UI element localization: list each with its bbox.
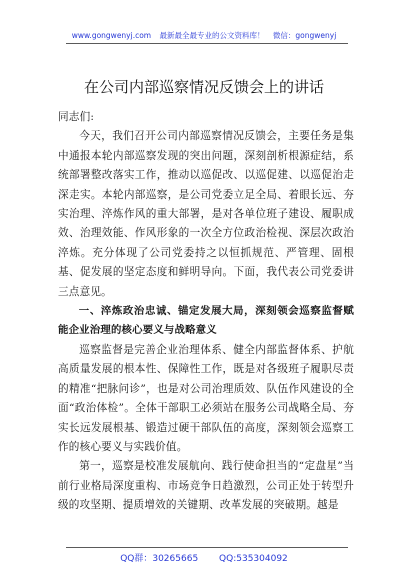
footer-divider — [66, 547, 348, 548]
intro-paragraph: 今天，我们召开公司内部巡察情况反馈会，主要任务是集中通报本轮内部巡察发现的突出问题，深刻剖析根源症结，系统部署整改落实工作，推动以巡促改、以巡促建、以巡促治走深走实。本轮内部巡察，是公司党委立足全局、着眼长远、夯实治理、淬炼作风的重大部署，是对各单位班子建设、履职成效、治理效能、作风形象的一次全方位政治检视、深层次政治淬炼。充分体现了公司党委持之以恒抓规范、严管理、固根基、促发展的坚定态度和鲜明导向。下面，我代表公司党委讲三点意见。 — [58, 130, 354, 298]
body-paragraph: 巡察监督是完善企业治理体系、健全内部监督体系、护航高质量发展的根本性、保障性工作，既是对各级班子履职尽责的精准“把脉问诊”，也是对公司治理质效、队伍作风建设的全面“政治体检”。全体干部职工必须站在服务公司战略全局、夯实长远发展根基、锻造过硬干部队伍的高度，深刻领会巡察工作的核心要义与实践价值。 — [58, 343, 354, 453]
salutation: 同志们: — [58, 111, 95, 123]
header-divider — [66, 43, 348, 44]
document-title: 在公司内部巡察情况反馈会上的讲话 — [83, 78, 324, 96]
footer-qq: QQ:535304092 — [219, 554, 288, 564]
section-heading: 一、淬炼政治忠诚、锚定发展大局，深刻领会巡察监督赋能企业治理的核心要义与战略意义 — [58, 305, 354, 337]
page-header — [0, 30, 408, 41]
document-body — [58, 108, 354, 516]
footer-qq-group: QQ群：30265665 — [120, 554, 199, 564]
header-site[interactable]: www.gongwenyj.com — [71, 31, 152, 40]
body-paragraph: 第一，巡察是校准发展航向、践行使命担当的“定盘星”当前行业格局深度重构、市场竞争日趋激烈，公司正处于转型升级的攻坚期、提质增效的关键期、改革发展的突破期。越是 — [58, 460, 354, 512]
header-slogan: 最新最全最专业的公文资料库！ — [159, 31, 265, 40]
header-wechat: 微信：gongwenyj — [272, 31, 337, 40]
page-footer — [0, 551, 408, 564]
